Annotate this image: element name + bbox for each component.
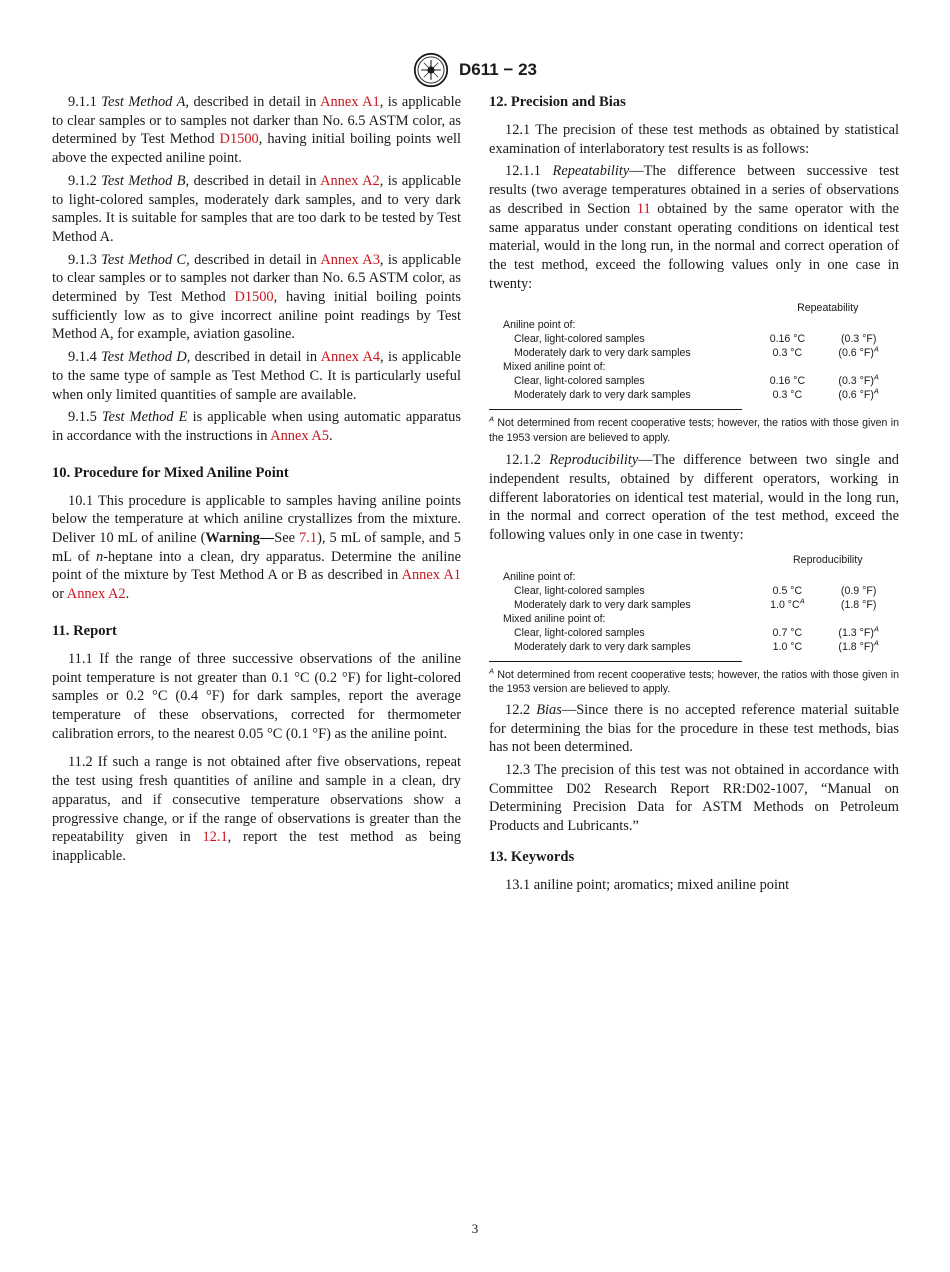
section-7-1-link[interactable]: 7.1 [299, 530, 318, 547]
annex-a1-link[interactable]: Annex A1 [320, 94, 380, 110]
reproducibility-table [489, 553, 899, 654]
table-group-label: Mixed aniline point of: [503, 612, 606, 625]
paragraph-9-1-1: 9.1.1 Test Method A, described in detail in Annex A1, is applicable to clear samples or to samples not darker than No. 6.5 ASTM color, as determined by Test Method D1500, having initial boiling points well above the expected aniline point. [52, 94, 461, 167]
footnote-divider [489, 409, 742, 410]
table-header: Reproducibility [793, 553, 863, 566]
table-row: Moderately dark to very dark samples 1.0 °C (1.8 °F)$^A$ [514, 638, 879, 653]
section-11-link[interactable]: 11 [636, 200, 651, 217]
paragraph-12-2: 12.2 Bias—Since there is no accepted reference material suitable for determining the bias for the procedure in these test methods, bias has not been determined. [489, 701, 899, 756]
page-header [0, 52, 950, 88]
paragraph-13-1: 13.1 aniline point; aromatics; mixed aniline point [505, 876, 790, 893]
d1500-link[interactable]: D1500 [234, 289, 274, 306]
paragraph-12-1-2: 12.1.2 Reproducibility—The difference between two single and independent results, obtained by different operators, working in different laboratories on identical test material, would in the long run, in the normal and correct operation of the test method, exceed the following values only in one case in twenty: [489, 452, 899, 544]
table-row: Moderately dark to very dark samples 0.3 °C (0.6 °F)$^A$ [514, 344, 879, 360]
table-group-label: Aniline point of: [503, 319, 576, 332]
annex-a4-link[interactable]: Annex A4 [320, 349, 381, 366]
annex-a2-link[interactable]: Annex A2 [320, 172, 380, 189]
annex-a5-link[interactable]: Annex A5 [270, 427, 329, 444]
paragraph-11-1: 11.1 If the range of three successive observations of the aniline point temperature is not greater than 0.1 °C (0.2 °F) for light-colored samples or 0.2 °C (0.4 °F) for dark samples, report the average temperature of these observations, corrected for thermometer calibration errors, to the nearest 0.05 °C (0.1 °F) as the aniline point. [52, 650, 461, 742]
table-group-label: Aniline point of: [503, 570, 576, 583]
table-footnote: $^A$ Not determined from recent cooperative tests; however, the ratios with those given in the 1953 version are believed to apply. [489, 414, 899, 444]
d1500-link[interactable]: D1500 [219, 131, 259, 148]
paragraph-11-2: 11.2 If such a range is not obtained after five observations, repeat the test using fresh quantities of aniline and sample in a clean, dry apparatus, and if consecutive temperature observations show a progressive change, or if the range of observations is greater than the repeatability given in 12.1, report the test method as being inapplicable. [52, 754, 461, 864]
paragraph-10-1: 10.1 This procedure is applicable to samples having aniline points below the temperature at which aniline crystallizes from the mixture. Deliver 10 mL of aniline (Warning—See 7.1), 5 mL of sample, and 5 mL of n-heptane into a clean, dry apparatus. Determine the aniline point of the mixture by Test Method A or B as described in Annex A1 or Annex A2. [52, 492, 461, 603]
section-11-heading: 11. Report [52, 622, 117, 639]
table-row: Moderately dark to very dark samples 0.3 °C (0.6 °F)$^A$ [514, 386, 879, 402]
section-12-1-link[interactable]: 12.1 [202, 829, 228, 846]
section-13-heading: 13. Keywords [489, 848, 575, 865]
table-header: Repeatability [797, 302, 859, 315]
annex-a3-link[interactable]: Annex A3 [320, 251, 380, 268]
document-designation: D611 − 23 [459, 60, 537, 79]
table-row: Moderately dark to very dark samples 1.0 $^\circ C^A$ (1.8 °F) [514, 596, 877, 611]
page-number: 3 [471, 1221, 479, 1236]
table-footnote: $^A$ Not determined from recent cooperative tests; however, the ratios with those given in the 1953 version are believed to apply. [489, 666, 899, 696]
annex-a1-link[interactable]: Annex A1 [401, 567, 461, 584]
astm-logo-icon [413, 52, 449, 88]
paragraph-9-1-4: 9.1.4 Test Method D, described in detail in Annex A4, is applicable to the same type of sample as Test Method C. It is particularly useful when only limited quantities of sample are available. [52, 349, 461, 403]
table-row: Clear, light-colored samples 0.16 °C (0.3 °F)$^A$ [514, 372, 879, 388]
table-row: Clear, light-colored samples 0.16 °C (0.3 °F) [514, 333, 877, 346]
paragraph-12-3: 12.3 The precision of this test was not obtained in accordance with Committee D02 Research Report RR:D02-1007, “Manual on Determining Precision Data for ASTM Methods on Petroleum Products and Lubricants.” [489, 761, 899, 835]
paragraph-9-1-3: 9.1.3 Test Method C, described in detail in Annex A3, is applicable to clear samples or to samples not darker than No. 6.5 ASTM color, as determined by Test Method D1500, having initial boiling points sufficiently low as to give incorrect aniline point readings by Test Method A, for example, aviation gasoline. [52, 251, 461, 343]
left-column [52, 93, 461, 870]
paragraph-12-1-1: 12.1.1 Repeatability—The difference between successive test results (two average temperatures obtained in a series of observations as described in Section 11 obtained by the same operator with the same apparatus under constant operating conditions on identical test material, would in the long run, in the normal and correct operation of the test method, exceed the following values only in one case in twenty: [489, 163, 900, 292]
right-column [489, 93, 899, 898]
section-12-heading: 12. Precision and Bias [489, 94, 626, 110]
repeatability-table [489, 301, 899, 402]
paragraph-9-1-5: 9.1.5 Test Method E is applicable when using automatic apparatus in accordance with the instructions in Annex A5. [52, 409, 461, 444]
footnote-divider [489, 661, 742, 662]
table-row: Clear, light-colored samples 0.7 °C (1.3 °F)$^A$ [514, 624, 879, 639]
table-row: Clear, light-colored samples 0.5 °C (0.9 °F) [514, 584, 877, 597]
paragraph-12-1: 12.1 The precision of these test methods as obtained by statistical examination of interlaboratory test results is as follows: [489, 122, 899, 157]
table-group-label: Mixed aniline point of: [503, 361, 606, 374]
section-10-heading: 10. Procedure for Mixed Aniline Point [52, 464, 289, 481]
annex-a2-link[interactable]: Annex A2 [66, 586, 126, 603]
paragraph-9-1-2: 9.1.2 Test Method B, described in detail in Annex A2, is applicable to light-colored samples, moderately dark samples, and to very dark samples. It is suitable for samples that are too dark to be tested by Test Method A. [52, 172, 461, 245]
